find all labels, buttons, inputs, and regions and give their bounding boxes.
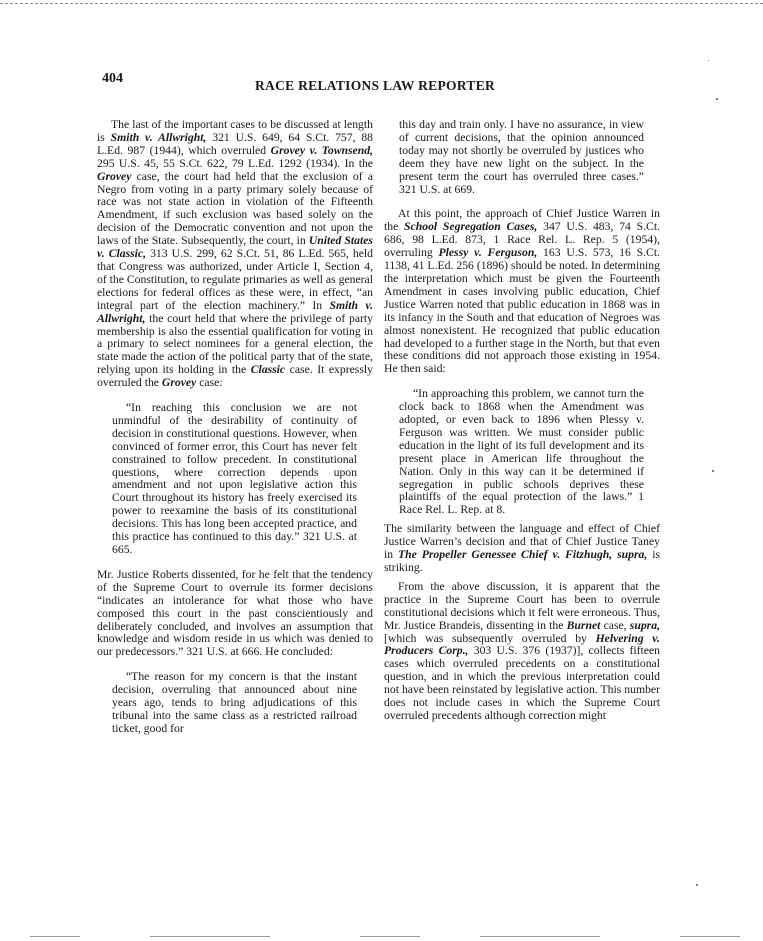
scan-speck (712, 470, 714, 472)
case-name: Classic (250, 363, 286, 377)
case-name: Helvering v. Producers Corp., (384, 631, 660, 658)
paragraph-roberts-dissent: Mr. Justice Roberts dissented, for he felt that the tendency of the Supreme Court to overrule its former decisions “indicates an intolerance for what those who have composed this court in the past conscientiously and deliberately concluded, and involves an assumption that knowledge and wisdom reside in us which was denied to our predecessors.” 321 U.S. at 666. He concluded: (97, 567, 373, 659)
case-name: Smith v. Allwright, (97, 298, 374, 325)
right-column (384, 119, 660, 723)
bottom-scan-mark (30, 936, 80, 937)
running-head: RACE RELATIONS LAW REPORTER (255, 78, 496, 93)
left-column (97, 119, 373, 736)
block-quote-roberts-continued: this day and train only. I have no assurance, in view of current decisions, that the opinion announced today may not shortly be overruled by justices who deem they have new light on the subject. In the present term the court has overruled three cases.” 321 U.S. at 669. (399, 118, 644, 196)
bottom-scan-mark (480, 936, 600, 937)
paragraph-smith-v-allwright: The last of the important cases to be discussed at length is Smith v. Allwright, 321 U.S. 649, 64 S.Ct. 757, 88 L.Ed. 987 (1944), which overruled Grovey v. Townsend, 295 U.S. 45, 55 S.Ct. 622, 79 L.Ed. 1292 (1934). In the Grovey case, the court had held that the exclusion of a Negro from voting in a party primary solely because of race was not state action in violation of the Fifteenth Amendment, if such exclusion was based solely on the decision of the Democratic convention and not upon the laws of the State. Subsequently, the court, in United States v. Classic, 313 U.S. 299, 62 S.Ct. 51, 86 L.Ed. 565, held that Congress was authorized, under Article I, Section 4, of the Constitution, to regulate primaries as well as general elections for federal offices as these were, in effect, “an integral part of the election machinery.” In Smith v. Allwright, the court held that where the privilege of party membership is also the essential qualification for voting in a primary to select nominees for a general election, the state made the action of the political party that of the state, relying upon its holding in the Classic case. It expressly overruled the Grovey case: (97, 118, 374, 390)
case-name: Smith v. Allwright, (110, 130, 207, 144)
case-name: supra, (629, 618, 660, 632)
case-name: Grovey v. Townsend, (270, 143, 374, 157)
block-quote-roberts: “The reason for my concern is that the instant decision, overruling that announced about nine years ago, tends to bring adjudications of this tribunal into the same class as a restricted railroad ticket, good for (112, 670, 357, 735)
paragraph-practice-overrule: From the above discussion, it is apparent that the practice in the Supreme Court has been to overrule constitutional decisions which it felt were erroneous. Thus, Mr. Justice Brandeis, dissenting in the Burnet case, supra, [which was subsequently overruled by Helvering v. Producers Corp., 303 U.S. 376 (1937)], collects fifteen cases which overruled precedents on a constitutional question, and in which the previous interpretation could not have been reinstated by legislative action. This number does not include cases in which the Supreme Court overruled precedents although correction might (384, 579, 661, 722)
page-number: 404 (102, 71, 123, 86)
case-name: Grovey (161, 376, 197, 390)
case-name: The Propeller Genessee Chief v. Fitzhugh, supra, (397, 548, 648, 562)
paragraph-warren-approach: At this point, the approach of Chief Justice Warren in the School Segregation Cases, 347 U.S. 483, 74 S.Ct. 686, 98 L.Ed. 873, 1 Race Rel. L. Rep. 5 (1954), overruling Plessy v. Ferguson, 163 U.S. 573, 16 S.Ct. 1138, 41 L.Ed. 256 (1896) should be noted. In determining the interpretation which must be given the Fourteenth Amendment in cases involving public education, Chief Justice Warren noted that public education in 1868 was in its infancy in the South and that education of Negroes was almost nonexistent. He recognized that public education had developed to a further stage in the North, but that even these conditions did not approach those existing in 1954. He then said: (384, 207, 661, 376)
scan-speck (716, 98, 718, 100)
bottom-scan-mark (150, 936, 270, 937)
block-quote-brown: “In approaching this problem, we cannot turn the clock back to 1868 when the Amendment was adopted, or even back to 1896 when Plessy v. Ferguson was written. We must consider public education in the light of its full development and its present place in American life throughout the Nation. Only in this way can it be determined if segregation in public schools deprives these plaintiffs of the equal protection of the laws.” 1 Race Rel. L. Rep. at 8. (399, 387, 644, 517)
scan-speck (708, 60, 709, 61)
bottom-scan-mark (360, 936, 420, 937)
case-name: Grovey (97, 169, 132, 183)
bottom-scan-mark (680, 936, 740, 937)
top-scan-border (0, 3, 763, 4)
case-name: Plessy v. Ferguson, (438, 246, 538, 260)
paragraph-similarity: The similarity between the language and effect of Chief Justice Warren’s decision and that of Chief Justice Taney in The Propeller Genessee Chief v. Fitzhugh, supra, is striking. (384, 522, 661, 574)
case-name: School Segregation Cases, (404, 220, 538, 234)
scan-speck (696, 884, 698, 886)
block-quote-allwright: “In reaching this conclusion we are not unmindful of the desirability of continuity of decision in constitutional questions. However, when convinced of former error, this Court has never felt constrained to follow precedent. In constitutional questions, where correction depends upon amendment and not upon legislative action this Court throughout its history has freely exercised its power to reexamine the basis of its constitutional decisions. This has long been accepted practice, and this practice has continued to this day.” 321 U.S. at 665. (112, 401, 357, 556)
case-name: United States v. Classic, (97, 234, 373, 261)
case-name: Burnet (566, 618, 601, 632)
